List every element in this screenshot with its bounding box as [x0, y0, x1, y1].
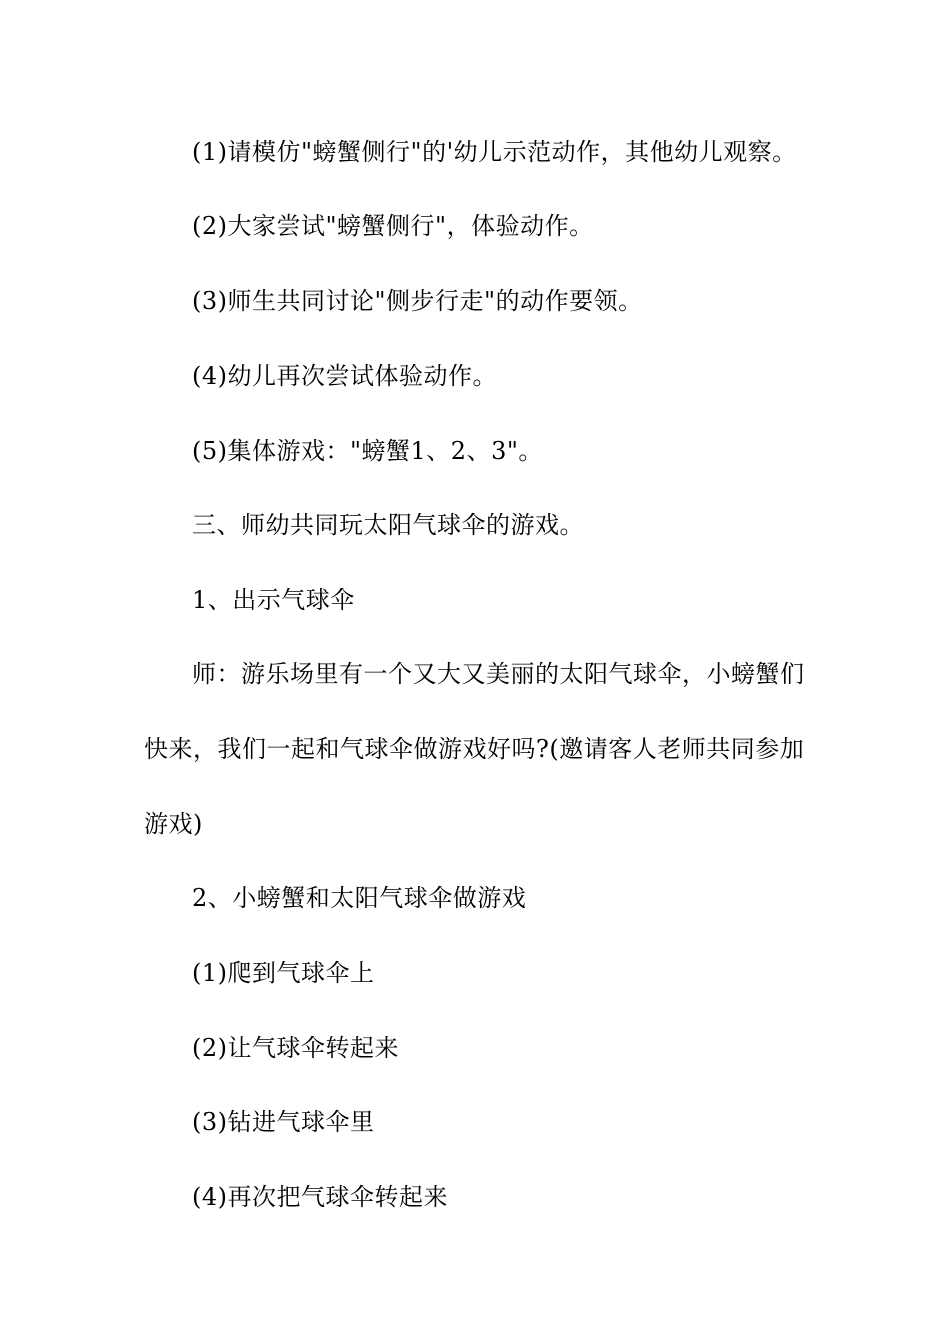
step-3-text: (3)师生共同讨论"侧步行走"的动作要领。 [192, 287, 643, 315]
game-step-4-text: (4)再次把气球伞转起来 [192, 1183, 448, 1211]
step-4-text: (4)幼儿再次尝试体验动作。 [192, 362, 497, 390]
step-2-text: (2)大家尝试"螃蟹侧行"，体验动作。 [192, 212, 594, 240]
game-step-3-text: (3)钻进气球伞里 [192, 1108, 375, 1136]
game-step-2-text: (2)让气球伞转起来 [192, 1034, 399, 1062]
teacher-paragraph-line-1: 师：游乐场里有一个又大又美丽的太阳气球伞，小螃蟹们 [192, 660, 805, 688]
subsection-2-heading: 2、小螃蟹和太阳气球伞做游戏 [192, 884, 527, 912]
step-5-text: (5)集体游戏："螃蟹1、2、3"。 [192, 437, 543, 465]
step-1-text: (1)请模仿"螃蟹侧行"的'幼儿示范动作，其他幼儿观察。 [192, 138, 797, 166]
teacher-paragraph-line-2: 快来，我们一起和气球伞做游戏好吗?(邀请客人老师共同参加 [144, 735, 805, 763]
game-step-1-text: (1)爬到气球伞上 [192, 959, 375, 987]
subsection-1-heading: 1、出示气球伞 [192, 586, 355, 614]
section-3-heading: 三、师幼共同玩太阳气球伞的游戏。 [192, 511, 584, 539]
teacher-paragraph-line-3: 游戏) [144, 810, 203, 838]
